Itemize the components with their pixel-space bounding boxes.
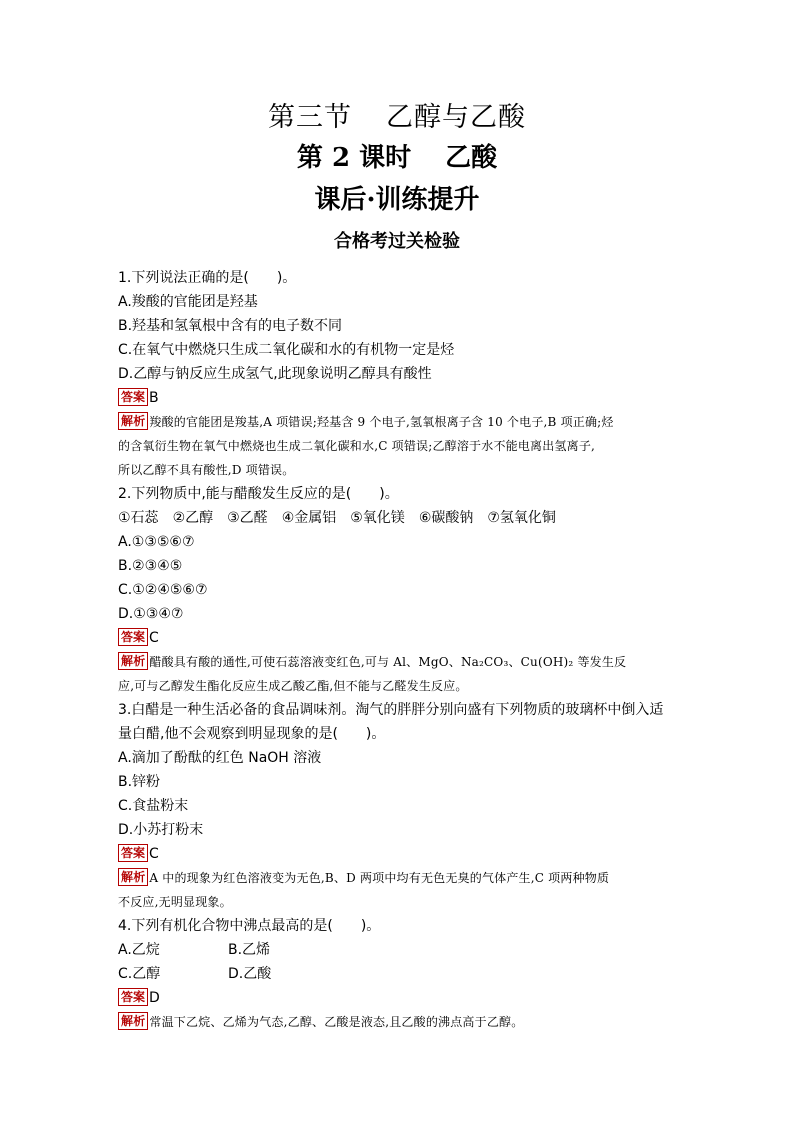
explanation-line: 醋酸具有酸的通性,可使石蕊溶液变红色,可与 Al、MgO、Na₂CO₃、Cu(OH)₂ 等发生反 (149, 655, 627, 669)
question-2-stem: 2.下列物质中,能与醋酸发生反应的是( )。 (118, 486, 399, 502)
question-3-explanation (118, 866, 676, 914)
question-2-answer (118, 626, 676, 650)
section-title (0, 100, 794, 136)
explanation-line: A 中的现象为红色溶液变为无色,B、D 两项中均有无色无臭的气体产生,C 项两种物质 (149, 871, 610, 885)
question-1-option-d: D.乙醇与钠反应生成氢气,此现象说明乙醇具有酸性 (118, 366, 432, 382)
explanation-label: 解析 (118, 652, 148, 670)
section-number: 第三节 (268, 102, 352, 133)
question-4-option-d: D.乙酸 (228, 966, 272, 982)
answer-value: C (149, 846, 159, 862)
list-item: ⑦氢氧化铜 (487, 510, 556, 526)
question-2-option-b: B.②③④⑤ (118, 558, 183, 574)
explanation-line: 常温下乙烷、乙烯为气态,乙醇、乙酸是液态,且乙酸的沸点高于乙醇。 (149, 1015, 524, 1029)
explanation-line: 的含氧衍生物在氧气中燃烧也生成二氧化碳和水,C 项错误;乙醇溶于水不能电离出氢离子, (118, 439, 596, 453)
list-item: ③乙醛 (227, 510, 268, 526)
question-2-option-a: A.①③⑤⑥⑦ (118, 534, 195, 550)
question-3-stem-line-1: 3.白醋是一种生活必备的食品调味剂。淘气的胖胖分别向盛有下列物质的玻璃杯中倒入适 (118, 702, 664, 718)
answer-label: 答案 (118, 388, 148, 406)
section-heading: 合格考过关检验 (334, 231, 460, 252)
lesson-number: 第 2 课时 (296, 143, 412, 173)
explanation-line: 应,可与乙醇发生酯化反应生成乙酸乙酯,但不能与乙醛发生反应。 (118, 679, 468, 693)
answer-value: D (149, 990, 160, 1006)
answer-label: 答案 (118, 844, 148, 862)
question-2-option-c: C.①②④⑤⑥⑦ (118, 582, 208, 598)
explanation-label: 解析 (118, 412, 148, 430)
question-4-option-b: B.乙烯 (228, 942, 271, 958)
list-item: ⑤氧化镁 (350, 510, 405, 526)
explanation-line: 羧酸的官能团是羧基,A 项错误;羟基含 9 个电子,氢氧根离子含 10 个电子,B 项正确;烃 (149, 415, 614, 429)
explanation-line: 所以乙醇不具有酸性,D 项错误。 (118, 463, 295, 477)
question-1-stem: 1.下列说法正确的是( )。 (118, 270, 297, 286)
list-item: ①石蕊 (118, 510, 159, 526)
question-4-options-row-1 (118, 938, 676, 962)
list-item: ②乙醇 (172, 510, 214, 526)
question-2-explanation (118, 650, 676, 698)
question-1-explanation (118, 410, 676, 482)
question-4-answer (118, 986, 676, 1010)
list-item: ⑥碳酸钠 (418, 510, 474, 526)
question-list (118, 266, 676, 1034)
explanation-label: 解析 (118, 868, 148, 886)
question-3-option-b: B.锌粉 (118, 774, 161, 790)
question-4-options-row-2 (118, 962, 676, 986)
question-1-answer (118, 386, 676, 410)
answer-label: 答案 (118, 988, 148, 1006)
answer-value: C (149, 630, 159, 646)
question-3-option-c: C.食盐粉末 (118, 798, 189, 814)
question-3-stem-line-2: 量白醋,他不会观察到明显现象的是( )。 (118, 726, 386, 742)
question-4-explanation (118, 1010, 676, 1034)
question-2-option-d: D.①③④⑦ (118, 606, 184, 622)
question-1-option-a: A.羧酸的官能团是羟基 (118, 294, 258, 310)
question-1-option-c: C.在氧气中燃烧只生成二氧化碳和水的有机物一定是烃 (118, 342, 455, 358)
question-4-option-a: A.乙烷 (118, 942, 160, 958)
question-4-stem: 4.下列有机化合物中沸点最高的是( )。 (118, 918, 381, 934)
explanation-line: 不反应,无明显现象。 (118, 895, 232, 909)
subtitle: 课后·训练提升 (314, 185, 480, 215)
lesson-topic: 乙酸 (445, 143, 498, 173)
answer-value: B (149, 390, 159, 406)
question-4-option-c: C.乙醇 (118, 966, 161, 982)
answer-label: 答案 (118, 628, 148, 646)
question-3-answer (118, 842, 676, 866)
explanation-label: 解析 (118, 1012, 148, 1030)
list-item: ④金属铝 (281, 510, 337, 526)
question-3-option-d: D.小苏打粉末 (118, 822, 204, 838)
question-3-option-a: A.滴加了酚酞的红色 NaOH 溶液 (118, 750, 322, 766)
section-topic: 乙醇与乙酸 (386, 102, 526, 133)
lesson-title (0, 140, 794, 176)
question-1-option-b: B.羟基和氢氧根中含有的电子数不同 (118, 318, 343, 334)
question-2-items (118, 506, 676, 530)
